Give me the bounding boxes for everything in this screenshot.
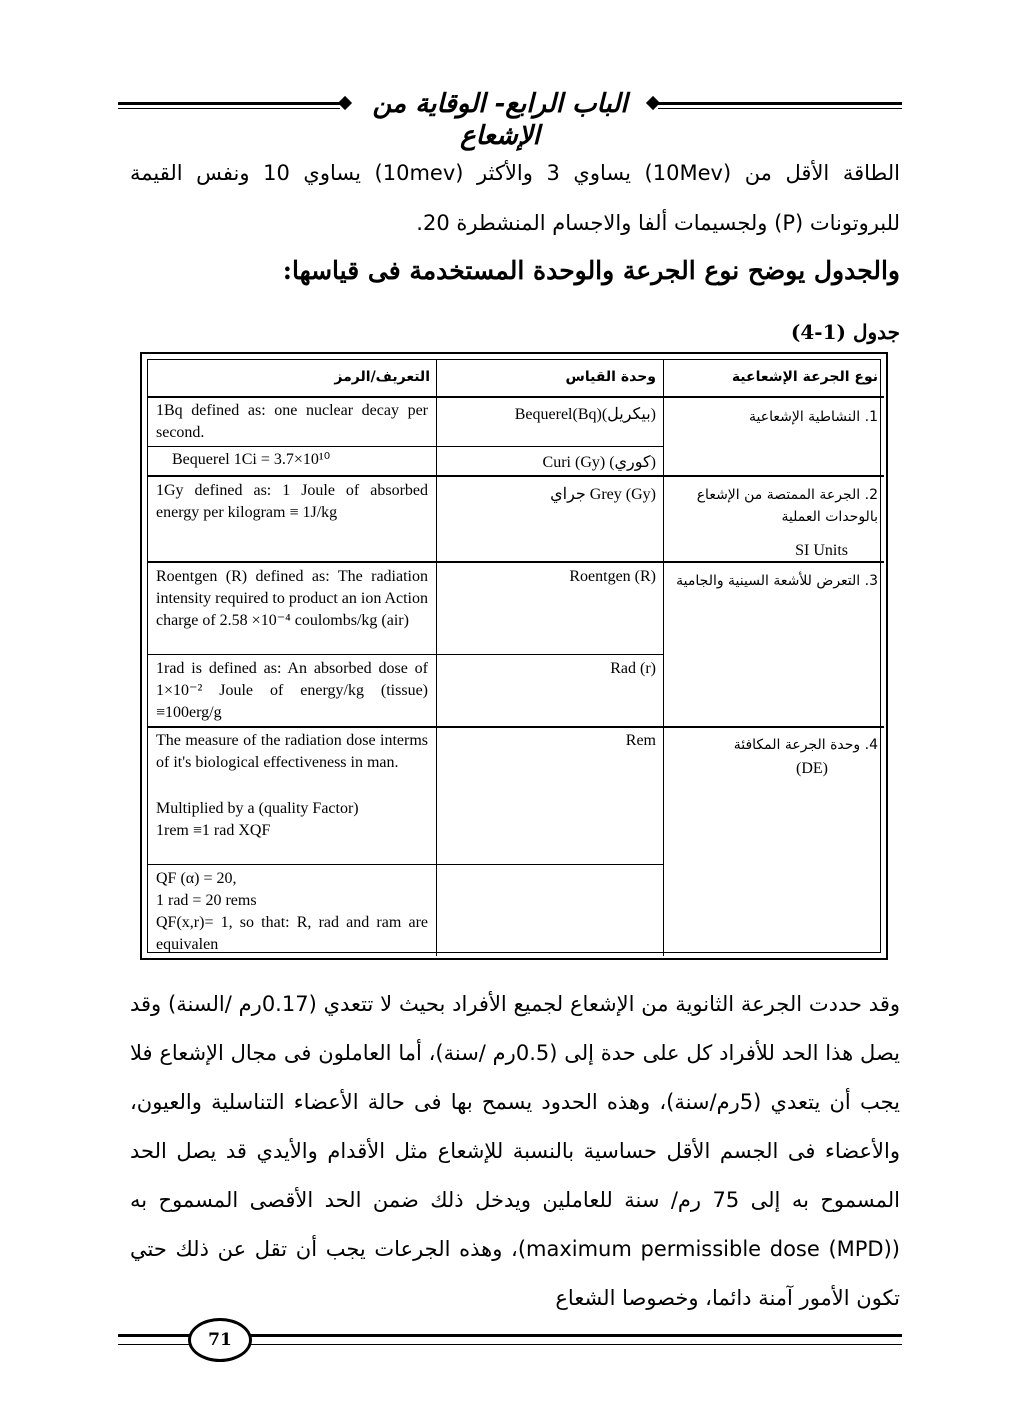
definition-becquerel: 1Bq defined as: one nuclear decay per second. — [156, 402, 428, 441]
dose-type-2: 2. الجرعة الممتصة من الإشعاع بالوحدات العملية — [696, 487, 878, 525]
rad-rem-equivalence: 1 rad = 20 rems — [156, 892, 257, 909]
chapter-title: الباب الرابع- الوقاية من الإشعاع — [372, 89, 628, 151]
running-header — [118, 88, 902, 151]
definition-curie: Bequerel 1Ci = 3.7×10¹⁰ — [172, 451, 331, 468]
table-intro-heading: والجدول يوضح نوع الجرعة والوحدة المستخدمة فى قياسها: — [282, 256, 900, 285]
definition-rem-formula: 1rem ≡1 rad XQF — [156, 822, 271, 839]
dose-type-2-si: SI Units — [795, 542, 848, 559]
column-header-unit: وحدة القياس — [565, 369, 656, 385]
table-caption: جدول (1-4) — [790, 320, 900, 344]
page-number: 71 — [188, 1318, 252, 1362]
definition-rem: The measure of the radiation dose interms of it's biological effectiveness in man. — [156, 732, 428, 771]
unit-becquerel: Bequerel(Bq)(بيكريل) — [514, 406, 656, 423]
header-rule-left-thin — [118, 108, 340, 109]
unit-rem: Rem — [625, 732, 656, 749]
dose-type-1: 1. النشاطية الإشعاعية — [749, 409, 878, 425]
dose-type-3: 3. التعرض للأشعة السينية والجامية — [676, 573, 878, 589]
dose-type-4-de: (DE) — [796, 760, 828, 777]
header-rule-left — [118, 102, 340, 105]
column-header-definition: التعريف/الرمز — [334, 369, 430, 385]
definition-rem-multiplier: Multiplied by a (quality Factor) — [156, 800, 359, 817]
header-rule-right-thin — [658, 108, 902, 109]
unit-curie: Curi (Gy) (كوري) — [542, 454, 656, 471]
closing-paragraph: وقد حددت الجرعة الثانوية من الإشعاع لجميع الأفراد بحيث لا تتعدي (0.17رم /السنة) وقد يصل هذا الحد للأفراد كل على حدة إلى (0.5رم /سنة)، أما العاملون فى مجال الإشعاع فلا يجب أن يتعدي (5رم/سنة)، وهذه الحدود يسمح بها فى حالة الأعضاء التناسلية والعيون، والأعضاء فى الجسم الأقل حساسية بالنسبة للإشعاع مثل الأقدام والأيدي قد يصل الحد المسموح به إلى 75 رم/ سنة للعاملين ويدخل ذلك ضمن الحد الأقصى المسموح به (maximum permissible dose (MPD))، وهذه الجرعات يجب أن تقل عن ذلك حتي تكون الأمور آمنة دائما، وخصوصا الشعاع — [130, 992, 901, 1310]
intro-paragraph: الطاقة الأقل من (10Mev) يساوي 3 والأكثر (10mev) يساوي 10 ونفس القيمة للبروتونات (P) ولجسيمات ألفا والاجسام المنشطرة 20. — [130, 161, 900, 235]
header-rule-right — [658, 102, 902, 105]
definition-rad: 1rad is defined as: An absorbed dose of 1×10⁻² Joule of energy/kg (tissue) ≡100erg/g — [156, 660, 428, 721]
quality-factor-alpha: QF (α) = 20, — [156, 870, 237, 887]
unit-rad: Rad (r) — [610, 660, 656, 677]
dose-type-4: 4. وحدة الجرعة المكافئة — [733, 737, 878, 753]
definition-roentgen: Roentgen (R) defined as: The radiation intensity required to product an ion Action charge of 2.58 ×10⁻⁴ coulombs/kg (air) — [156, 568, 428, 629]
table-inner-frame — [147, 359, 881, 953]
page-footer — [118, 1318, 902, 1362]
unit-roentgen: Roentgen (R) — [569, 568, 656, 585]
definition-gray: 1Gy defined as: 1 Joule of absorbed energy per kilogram ≡ 1J/kg — [156, 482, 428, 521]
quality-factor-xray: QF(x,r)= 1, so that: R, rad and ram are equivalen — [156, 914, 428, 953]
dose-units-table — [140, 352, 888, 960]
unit-gray: جراي Grey (Gy) — [550, 486, 656, 503]
column-header-type: نوع الجرعة الإشعاعية — [731, 369, 878, 385]
